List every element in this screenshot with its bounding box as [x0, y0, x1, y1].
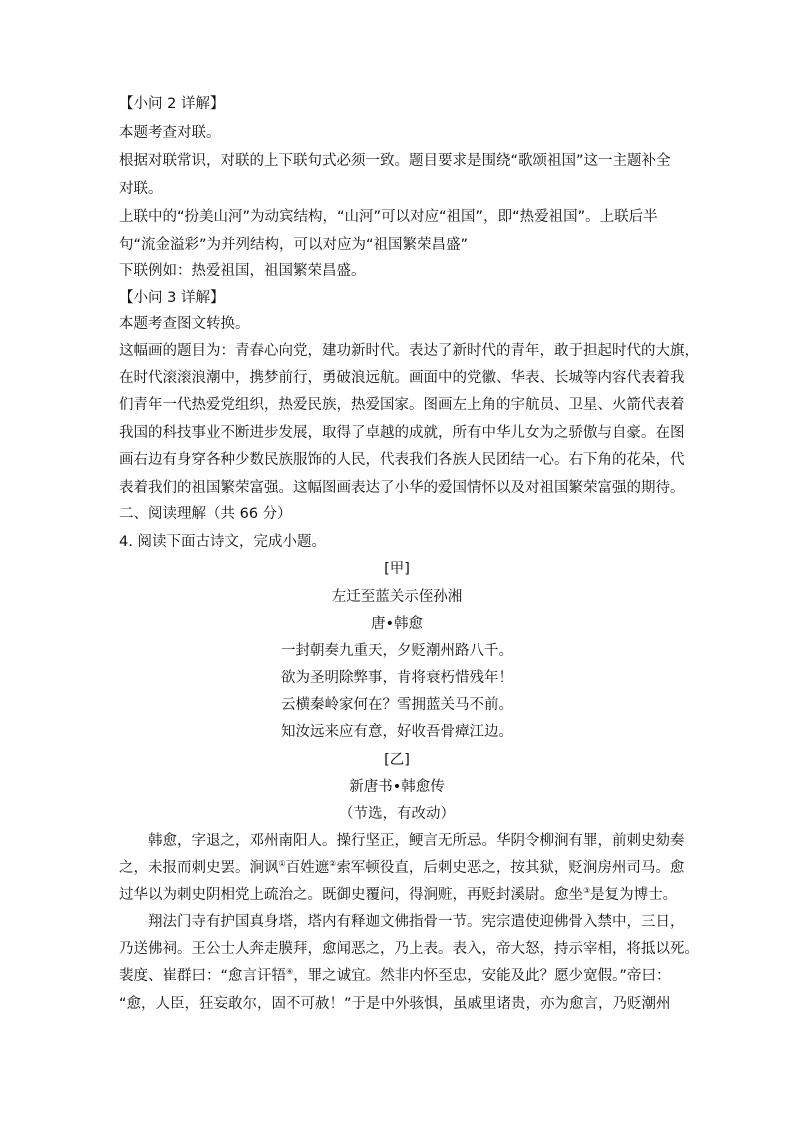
question-4: 4. 阅读下面古诗文，完成小题。 [119, 534, 326, 550]
prose-title: 新唐书•韩愈传 [349, 779, 445, 795]
section2-heading: 【小问 2 详解】 [119, 96, 225, 112]
prose-text: 过华以为刺史阴相党上疏治之。既御史覆问，得涧赃，再贬封溪尉。愈坐 [119, 887, 583, 903]
section3-line: 这幅画的题目为：青春心向党，建功新时代。表达了新时代的青年，敢于担起时代的大旗， [119, 343, 699, 359]
prose-paragraph2-line2: 乃送佛祠。王公士人奔走膜拜，愈闻恶之，乃上表。表入，帝大怒，持示宰相，将抵以死。 [119, 941, 699, 957]
note-mark: ③ [583, 886, 591, 896]
prose-note: （节选，有改动） [339, 806, 455, 822]
prose-paragraph2-line1: 翔法门寺有护国真身塔，塔内有释迦文佛指骨一节。宪宗遣使迎佛骨入禁中，三日， [148, 914, 685, 930]
section2-paragraph1-line2: 对联。 [119, 181, 163, 197]
section2-paragraph2-line2: 句“流金溢彩”为并列结构，可以对应为“祖国繁荣昌盛” [119, 237, 469, 253]
section3-line: 们青年一代热爱党组织，热爱民族，热爱国家。图画左上角的宇航员、卫星、火箭代表着 [119, 397, 685, 413]
section2-paragraph1-line1: 根据对联常识，对联的上下联句式必须一致。题目要求是围绕“歌颂祖国”这一主题补全 [119, 153, 671, 169]
prose-text: 索军顿役直，后刺史恶之，按其狱，贬涧房州司马。愈 [336, 860, 685, 876]
note-mark: ① [278, 859, 286, 869]
section3-line: 在时代滚滚浪潮中，携梦前行，勇破浪远航。画面中的党徽、华表、长城等内容代表着我 [119, 370, 685, 386]
section3-line: 我国的科技事业不断进步发展，取得了卓越的成就，所有中华儿女为之骄傲与自豪。在图 [119, 425, 685, 441]
poem-line: 云横秦岭家何在？雪拥蓝关马不前。 [281, 697, 513, 713]
section3-heading: 【小问 3 详解】 [119, 290, 225, 306]
section2-paragraph2-line1: 上联中的“扮美山河”为动宾结构，“山河”可以对应“祖国”，即“热爱祖国”。上联后半 [119, 209, 658, 225]
note-mark: ② [329, 859, 337, 869]
section3-line: 画右边有身穿各种少数民族服饰的人民，代表我们各族人民团结一心。右下角的花朵，代 [119, 452, 685, 468]
prose-text: ，罪之诚宜。然非内怀至忠，安能及此？愿少宽假。”帝曰： [293, 968, 671, 984]
prose-paragraph2-line4: “愈，人臣，狂妄敢尔，固不可赦！”于是中外骇惧，虽戚里诸贵，亦为愈言，乃贬潮州 [119, 996, 671, 1012]
prose-paragraph1-line3 [119, 886, 679, 904]
note-mark: ④ [286, 967, 294, 977]
prose-text: 裴度、崔群曰：“愈言讦牾 [119, 968, 287, 984]
section3-line: 表着我们的祖国繁荣富强。这幅图画表达了小华的爱国情怀以及对祖国繁荣富强的期待。 [119, 480, 685, 496]
poem-label: [甲] [384, 561, 410, 577]
section3-topic: 本题考查图文转换。 [119, 316, 250, 332]
prose-text: 之，未报而刺史罢。涧讽 [119, 860, 279, 876]
poem-line: 知汝远来应有意，好收吾骨瘴江边。 [281, 724, 513, 740]
prose-paragraph2-line3 [119, 967, 679, 985]
poem-line: 一封朝奏九重天，夕贬潮州路八千。 [281, 643, 513, 659]
prose-label: [乙] [384, 752, 410, 768]
section2-example: 下联例如：热爱祖国，祖国繁荣昌盛。 [119, 263, 366, 279]
prose-paragraph1-line1: 韩愈，字退之，邓州南阳人。操行坚正，鲠言无所忌。华阴令柳涧有罪，前刺史劾奏 [148, 833, 685, 849]
prose-text: 百姓遮 [285, 860, 330, 876]
poem-author: 唐•韩愈 [370, 616, 424, 632]
part2-heading: 二、阅读理解（共 66 分） [119, 506, 292, 522]
poem-title: 左迁至蓝关示侄孙湘 [331, 589, 463, 605]
poem-line: 欲为圣明除弊事，肯将衰朽惜残年！ [281, 670, 513, 686]
section2-topic: 本题考查对联。 [119, 125, 221, 141]
prose-paragraph1-line2 [119, 859, 685, 877]
prose-text: 是复为博士。 [590, 887, 678, 903]
